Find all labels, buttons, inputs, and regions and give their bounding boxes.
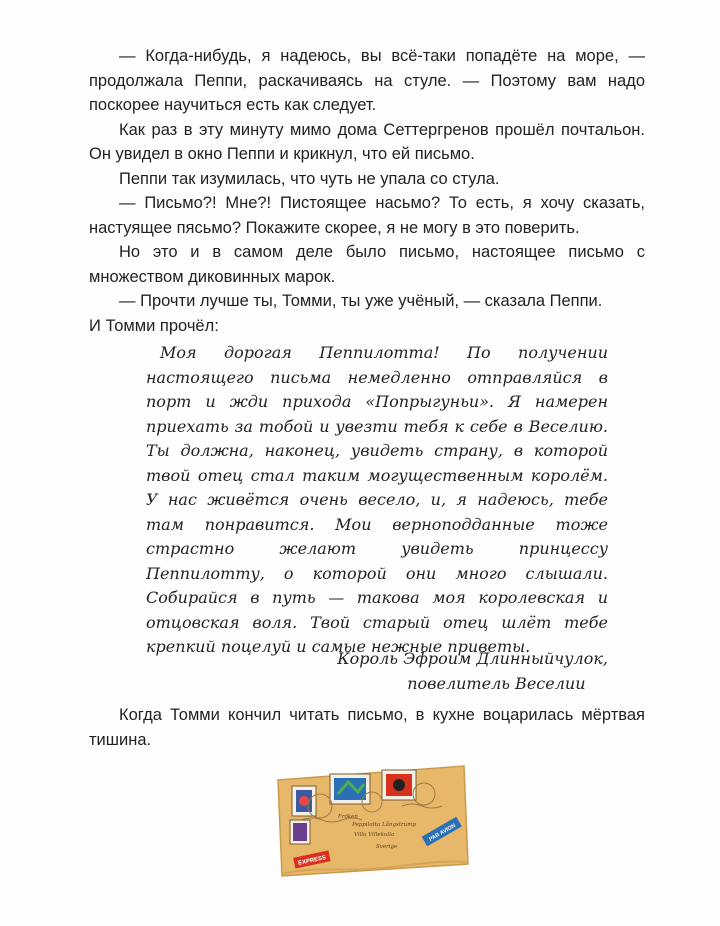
paragraph-1: — Когда-нибудь, я надеюсь, вы всё-таки попадёте на море, — продолжала Пеппи, раскачиваясь на стуле. — Поэтому вам надо поскорее научиться есть как следует. bbox=[89, 47, 645, 114]
postmark-stamp-2 bbox=[330, 774, 370, 804]
envelope-address-4: Sverige bbox=[376, 844, 398, 850]
envelope-address-2: Peppilotta Långstrump bbox=[352, 822, 416, 828]
text-block-top bbox=[89, 44, 645, 338]
signature-line-2: повелитель Веселии bbox=[407, 673, 586, 693]
paragraph-6: — Прочти лучше ты, Томми, ты уже учёный, — сказала Пеппи. bbox=[119, 292, 603, 310]
postmark-stamp-4 bbox=[290, 820, 310, 844]
postmark-stamp-1 bbox=[292, 786, 316, 816]
envelope-address-1: Fröken bbox=[338, 814, 358, 820]
paragraph-2: Как раз в эту минуту мимо дома Сеттергренов прошёл почтальон. Он увидел в окно Пеппи и крикнул, что ей письмо. bbox=[89, 120, 645, 163]
text-block-bottom bbox=[89, 703, 645, 752]
letter-signature bbox=[337, 647, 608, 696]
paragraph-4: — Письмо?! Мне?! Пистоящее насьмо? То есть, я хочу сказать, настуящее пясьмо? Покажите скорее, я не могу в это поверить. bbox=[89, 194, 645, 237]
paragraph-7: И Томми прочёл: bbox=[89, 316, 219, 335]
paragraph-5: Но это и в самом деле было письмо, настоящее письмо с множеством диковинных марок. bbox=[89, 243, 645, 286]
paragraph-3: Пеппи так изумилась, что чуть не упала со стула. bbox=[119, 169, 500, 188]
envelope-address-3: Villa Villekulla bbox=[354, 832, 395, 838]
letter-body: Моя дорогая Пеппилотта! По получении настоящего письма немедленно отправляйся в порт и жди прихода «Попрыгуньи». Я намерен приехать за тобой и увезти тебя к себе в Веселию. Ты должна, наконец, увидеть страну, в которой твой отец стал таким могущественным королём. У нас живётся очень весело, и, я надеюсь, тебе там понравится. Мои верноподданные тоже страстно желают увидеть принцессу Пеппилотту, о которой они много слышали. Собирайся в путь — такова моя королевская и отцовская воля. Твой старый отец шлёт тебе крепкий поцелуй и самые нежные приветы. bbox=[146, 343, 608, 656]
letter-block bbox=[146, 341, 608, 660]
svg-text:PAR AVION: PAR AVION bbox=[428, 822, 457, 843]
signature-line-1: Король Эфроим Длинныйчулок, bbox=[337, 649, 608, 668]
envelope-illustration bbox=[272, 762, 472, 880]
svg-text:EXPRESS: EXPRESS bbox=[297, 855, 327, 867]
postmark-stamp-3 bbox=[382, 770, 416, 800]
paragraph-bottom: Когда Томми кончил читать письмо, в кухне воцарилась мёртвая тишина. bbox=[89, 706, 645, 749]
